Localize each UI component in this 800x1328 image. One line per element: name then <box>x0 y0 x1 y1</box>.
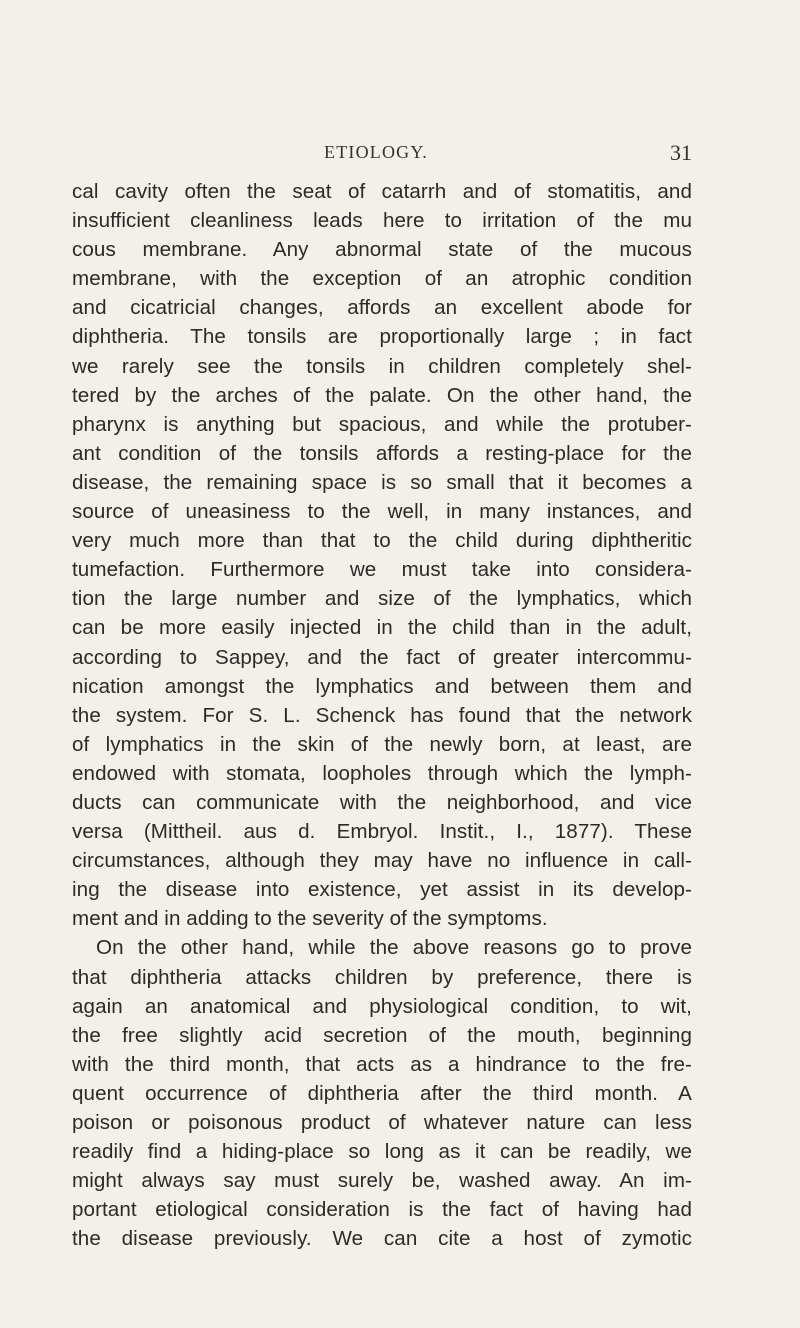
text-line: that diphtheria attacks children by preference, there is <box>72 965 692 989</box>
text-line: according to Sappey, and the fact of greater intercommu- <box>72 645 692 669</box>
text-line: insufficient cleanliness leads here to irritation of the mu <box>72 209 692 233</box>
text-line: disease, the remaining space is so small that it becomes a <box>72 470 692 494</box>
text-line: ducts can communicate with the neighborhood, and vice <box>72 790 692 814</box>
text-line: the system. For S. L. Schenck has found that the network <box>72 703 692 727</box>
text-line: membrane, with the exception of an atrophic condition <box>72 267 692 291</box>
text-line: the disease previously. We can cite a host of zymotic <box>72 1227 692 1251</box>
body-text <box>72 177 692 1253</box>
text-line: and cicatricial changes, affords an excellent abode for <box>72 296 692 320</box>
text-line: versa (Mittheil. aus d. Embryol. Instit., I., 1877). These <box>72 820 692 844</box>
text-line: might always say must surely be, washed away. An im- <box>72 1169 692 1193</box>
text-line: tumefaction. Furthermore we must take into considera- <box>72 558 692 582</box>
text-line: ing the disease into existence, yet assist in its develop- <box>72 878 692 902</box>
text-line: tion the large number and size of the lymphatics, which <box>72 587 692 611</box>
page-number: 31 <box>670 140 692 165</box>
text-line: poison or poisonous product of whatever nature can less <box>72 1111 692 1134</box>
text-line: can be more easily injected in the child than in the adult, <box>72 616 692 640</box>
text-line: of lymphatics in the skin of the newly born, at least, are <box>72 732 692 756</box>
text-line: portant etiological consideration is the fact of having had <box>72 1198 692 1222</box>
text-line: the free slightly acid secretion of the mouth, beginning <box>72 1023 692 1047</box>
text-line: we rarely see the tonsils in children completely shel- <box>72 354 692 378</box>
text-line: diphtheria. The tonsils are proportionally large ; in fact <box>72 325 692 349</box>
running-title: ETIOLOGY. <box>324 142 428 162</box>
text-line: ant condition of the tonsils affords a resting-place for the <box>72 441 692 465</box>
text-line: cous membrane. Any abnormal state of the mucous <box>72 238 692 262</box>
page-header <box>72 142 692 174</box>
text-line: ment and in adding to the severity of the symptoms. <box>72 907 548 931</box>
text-line: cal cavity often the seat of catarrh and of stomatitis, and <box>72 180 692 203</box>
text-line: readily find a hiding-place so long as it can be readily, we <box>72 1140 692 1164</box>
text-line: tered by the arches of the palate. On the other hand, the <box>72 383 692 407</box>
text-line: nication amongst the lymphatics and between them and <box>72 674 692 698</box>
text-line: again an anatomical and physiological condition, to wit, <box>72 994 692 1018</box>
text-line: endowed with stomata, loopholes through which the lymph- <box>72 761 692 785</box>
text-line: quent occurrence of diphtheria after the third month. A <box>72 1081 692 1105</box>
text-line: circumstances, although they may have no influence in call- <box>72 849 692 873</box>
text-line: pharynx is anything but spacious, and while the protuber- <box>72 412 692 436</box>
text-line: with the third month, that acts as a hindrance to the fre- <box>72 1052 692 1076</box>
text-line: source of uneasiness to the well, in many instances, and <box>72 500 692 524</box>
text-line: very much more than that to the child during diphtheritic <box>72 529 692 553</box>
text-line: On the other hand, while the above reasons go to prove <box>96 936 692 960</box>
